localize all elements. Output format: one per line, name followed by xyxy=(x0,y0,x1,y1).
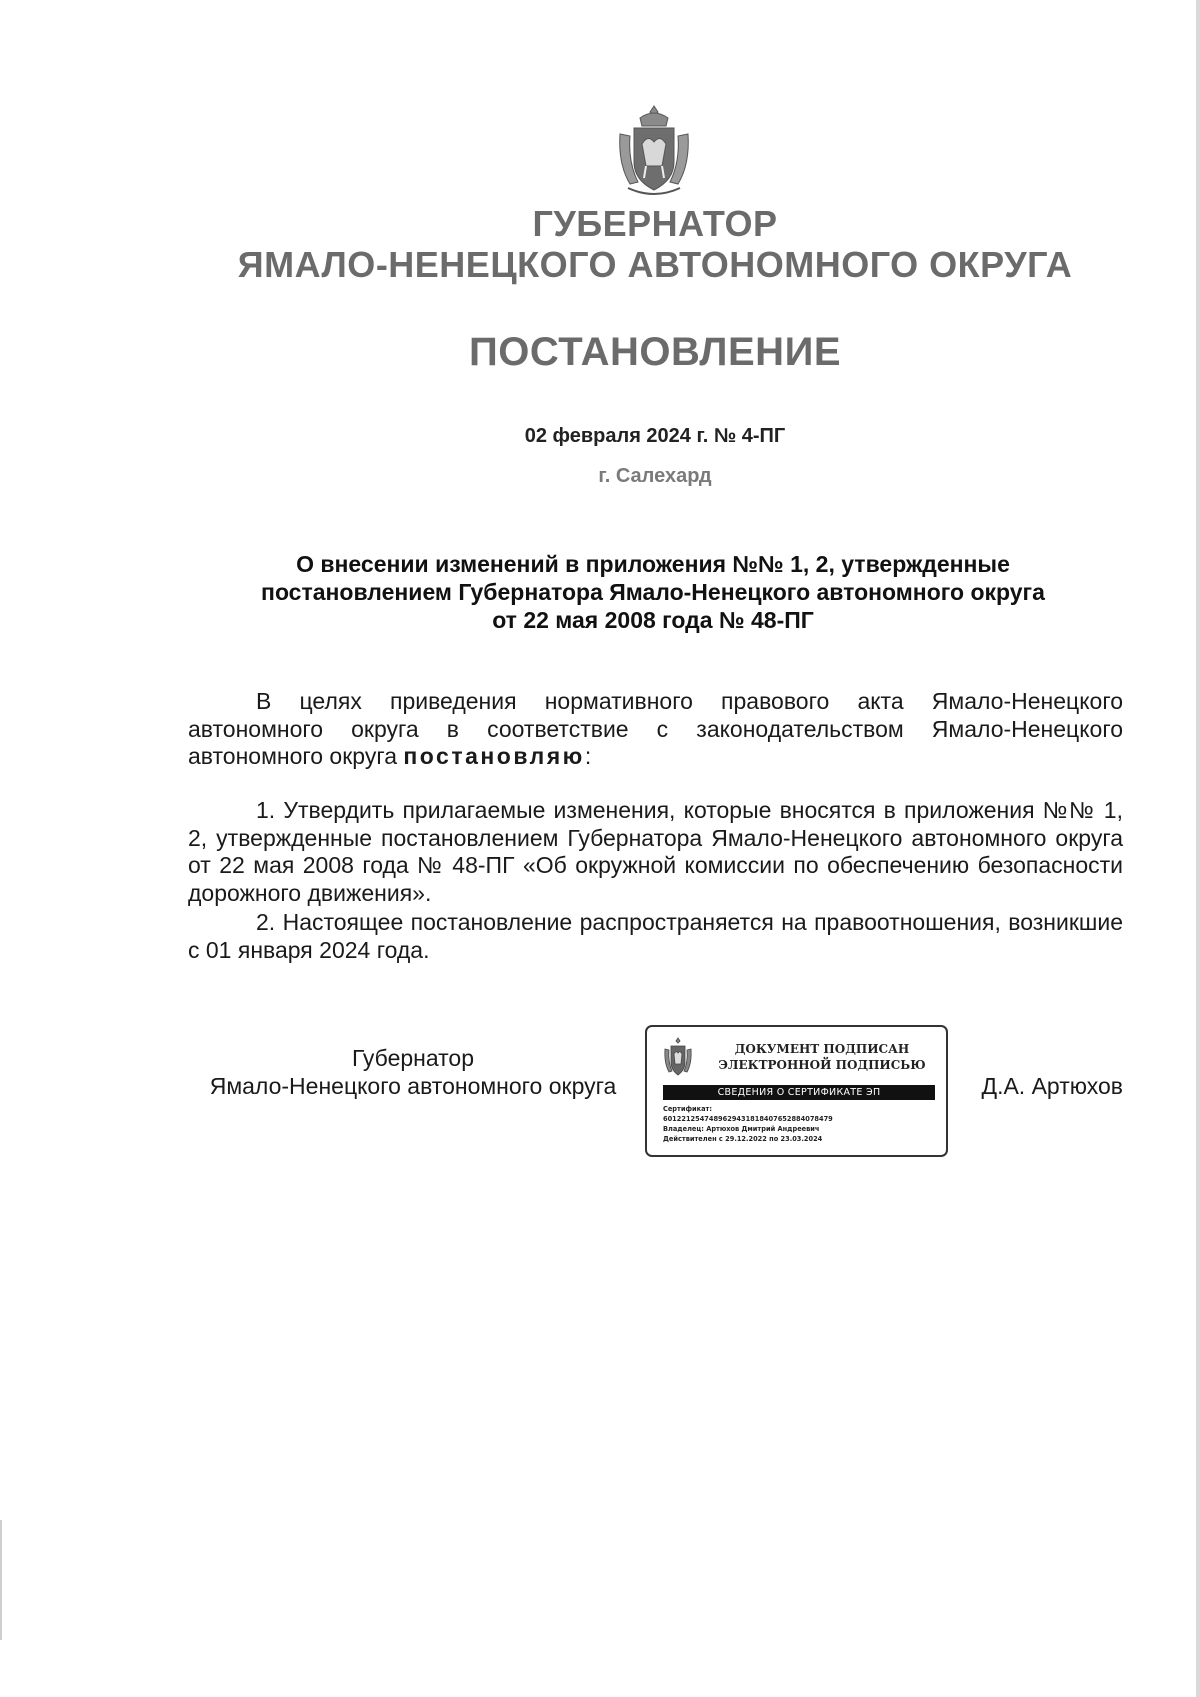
preamble-text: В целях приведения нормативного правового акта Ямало-Ненецкого автономного округа в соответствие с законодательством Ямало-Ненецкого автономного округа xyxy=(188,688,1123,769)
electronic-signature-stamp xyxy=(645,1025,948,1157)
item-1-paragraph xyxy=(188,797,1123,907)
certificate-validity: Действителен с 29.12.2022 по 23.03.2024 xyxy=(663,1135,823,1143)
item-1-text: 1. Утвердить прилагаемые изменения, которые вносятся в приложения №№ 1, 2, утвержденные постановлением Губернатора Ямало-Ненецкого автономного округа от 22 мая 2008 года № 48-ПГ «Об окружной комиссии по обеспечению безопасности дорожного движения». xyxy=(188,797,1123,906)
document-subject xyxy=(188,550,1118,634)
certificate-number: 6012212547489629431818407652884078479 xyxy=(663,1115,833,1123)
signatory-name: Д.А. Артюхов xyxy=(981,1073,1123,1099)
stamp-heading xyxy=(703,1041,941,1073)
governor-title: ГУБЕРНАТОР xyxy=(532,203,778,244)
document-type: ПОСТАНОВЛЕНИЕ xyxy=(468,330,841,374)
position-line: Ямало-Ненецкого автономного округа xyxy=(209,1072,617,1099)
region-title: ЯМАЛО-НЕНЕЦКОГО АВТОНОМНОГО ОКРУГА xyxy=(237,244,1073,285)
signatory-position xyxy=(188,1045,638,1100)
certificate-label: Сертификат: xyxy=(663,1105,713,1113)
stamp-heading-line: ЭЛЕКТРОННОЙ ПОДПИСЬЮ xyxy=(718,1058,926,1072)
preamble-paragraph xyxy=(188,688,1123,771)
item-2-paragraph xyxy=(188,909,1123,964)
subject-line: постановлением Губернатора Ямало-Ненецкого автономного округа xyxy=(261,579,1045,605)
page-left-edge xyxy=(0,1520,2,1640)
coat-of-arms-icon xyxy=(616,104,692,200)
position-line: Губернатор xyxy=(351,1045,475,1071)
certificate-owner: Владелец: Артюхов Дмитрий Андреевич xyxy=(663,1125,820,1133)
preamble-end: : xyxy=(584,743,592,769)
subject-line: О внесении изменений в приложения №№ 1, 2, утвержденные xyxy=(296,551,1010,577)
stamp-heading-line: ДОКУМЕНТ ПОДПИСАН xyxy=(734,1042,910,1056)
city: г. Салехард xyxy=(598,465,712,487)
certificate-details xyxy=(663,1104,938,1144)
stamp-emblem-icon xyxy=(663,1037,693,1079)
date-number: 02 февраля 2024 г. № 4-ПГ xyxy=(524,425,786,447)
item-2-text: 2. Настоящее постановление распространяется на правоотношения, возникшие с 01 января 2024 года. xyxy=(188,909,1123,963)
preamble-keyword: постановляю xyxy=(403,743,585,769)
subject-line: от 22 мая 2008 года № 48-ПГ xyxy=(492,607,814,633)
certificate-info-bar: СВЕДЕНИЯ О СЕРТИФИКАТЕ ЭП xyxy=(663,1085,935,1100)
